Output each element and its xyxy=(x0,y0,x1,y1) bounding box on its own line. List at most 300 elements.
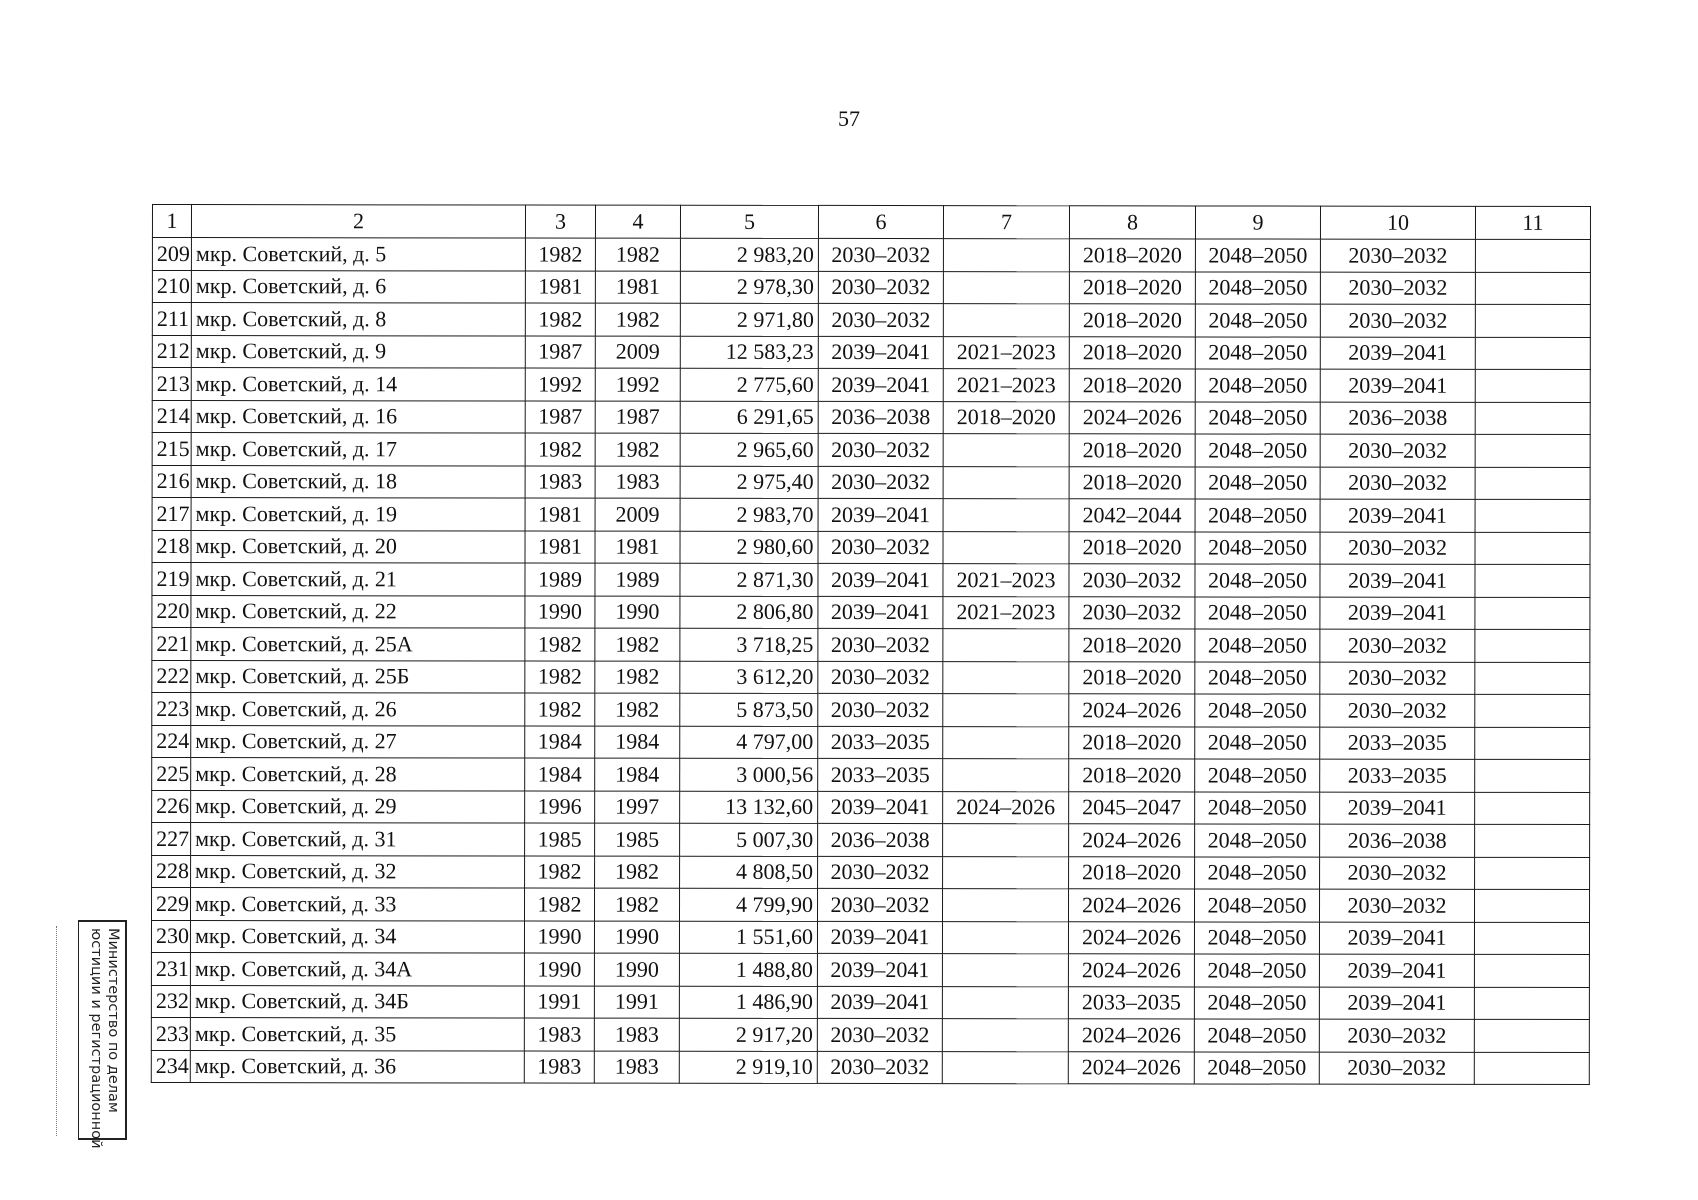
period-8-cell: 2018–2020 xyxy=(1069,856,1195,889)
header-cell-9: 9 xyxy=(1195,206,1320,239)
area-cell: 1 551,60 xyxy=(679,921,817,954)
year-built-cell: 1982 xyxy=(525,693,595,726)
area-cell: 2 917,20 xyxy=(679,1018,817,1051)
stamp-text xyxy=(79,922,125,1149)
period-6-cell: 2039–2041 xyxy=(817,953,942,986)
address-cell: мкр. Советский, д. 9 xyxy=(191,335,525,368)
table-row xyxy=(152,465,1590,500)
period-8-cell: 2018–2020 xyxy=(1069,304,1195,337)
period-7-cell xyxy=(943,271,1069,304)
period-6-cell: 2030–2032 xyxy=(818,433,943,466)
period-10-cell: 2030–2032 xyxy=(1319,889,1474,922)
address-cell: мкр. Советский, д. 16 xyxy=(191,400,525,433)
row-number-cell: 234 xyxy=(151,1050,190,1083)
year-built-cell: 1981 xyxy=(525,498,595,531)
year-built-cell: 1983 xyxy=(524,1051,594,1084)
address-cell: мкр. Советский, д. 21 xyxy=(191,563,525,596)
year-commissioned-cell: 1982 xyxy=(595,856,680,889)
period-10-cell: 2039–2041 xyxy=(1320,597,1475,630)
year-built-cell: 1990 xyxy=(525,596,595,629)
period-7-cell xyxy=(942,986,1068,1019)
address-cell: мкр. Советский, д. 19 xyxy=(191,498,525,531)
area-cell: 2 806,80 xyxy=(680,596,818,629)
column-11-cell xyxy=(1474,987,1589,1020)
area-cell: 2 871,30 xyxy=(680,563,818,596)
column-11-cell xyxy=(1474,954,1589,987)
area-cell: 1 486,90 xyxy=(679,986,817,1019)
year-built-cell: 1981 xyxy=(525,271,595,304)
period-7-cell: 2021–2023 xyxy=(943,564,1069,597)
table-row xyxy=(152,660,1590,695)
period-10-cell: 2030–2032 xyxy=(1320,857,1475,890)
area-cell: 6 291,65 xyxy=(680,401,818,434)
period-9-cell: 2048–2050 xyxy=(1194,889,1319,922)
table-row xyxy=(152,498,1590,533)
period-9-cell: 2048–2050 xyxy=(1195,239,1320,272)
address-cell: мкр. Советский, д. 29 xyxy=(191,790,525,823)
column-11-cell xyxy=(1475,792,1590,825)
period-9-cell: 2048–2050 xyxy=(1194,986,1319,1019)
period-7-cell: 2024–2026 xyxy=(943,791,1069,824)
column-11-cell xyxy=(1474,889,1589,922)
row-number-cell: 228 xyxy=(152,855,191,888)
area-cell: 4 797,00 xyxy=(680,726,818,759)
period-7-cell xyxy=(943,239,1069,272)
year-built-cell: 1982 xyxy=(525,238,595,271)
address-cell: мкр. Советский, д. 25Б xyxy=(191,660,525,693)
period-8-cell: 2018–2020 xyxy=(1069,466,1195,499)
period-6-cell: 2039–2041 xyxy=(817,986,942,1019)
header-cell-4: 4 xyxy=(595,205,680,238)
year-commissioned-cell: 1983 xyxy=(595,466,680,499)
period-9-cell: 2048–2050 xyxy=(1195,791,1320,824)
stamp-dotted-line xyxy=(56,926,61,1136)
column-11-cell xyxy=(1474,1019,1589,1052)
row-number-cell: 226 xyxy=(152,790,191,823)
period-9-cell: 2048–2050 xyxy=(1195,661,1320,694)
address-cell: мкр. Советский, д. 35 xyxy=(190,1018,524,1051)
period-6-cell: 2030–2032 xyxy=(818,628,943,661)
period-10-cell: 2039–2041 xyxy=(1320,337,1475,370)
table-row xyxy=(152,368,1590,403)
area-cell: 2 965,60 xyxy=(680,433,818,466)
stamp-line-2: юстиции и регистрационной xyxy=(88,928,104,1149)
address-cell: мкр. Советский, д. 36 xyxy=(190,1050,524,1083)
period-10-cell: 2030–2032 xyxy=(1320,434,1475,467)
column-11-cell xyxy=(1474,1052,1589,1085)
area-cell: 13 132,60 xyxy=(680,791,818,824)
area-cell: 2 775,60 xyxy=(680,368,818,401)
column-11-cell xyxy=(1475,434,1590,467)
table-header-row xyxy=(152,205,1590,240)
row-number-cell: 215 xyxy=(152,433,191,466)
period-8-cell: 2018–2020 xyxy=(1069,239,1195,272)
address-cell: мкр. Советский, д. 17 xyxy=(191,433,525,466)
period-9-cell: 2048–2050 xyxy=(1195,564,1320,597)
schedule-table xyxy=(151,204,1591,1085)
row-number-cell: 214 xyxy=(152,400,191,433)
period-9-cell: 2048–2050 xyxy=(1195,856,1320,889)
column-11-cell xyxy=(1474,922,1589,955)
year-built-cell: 1982 xyxy=(525,628,595,661)
period-6-cell: 2030–2032 xyxy=(817,1018,942,1051)
address-cell: мкр. Советский, д. 34Б xyxy=(190,985,524,1018)
column-11-cell xyxy=(1475,402,1590,435)
period-10-cell: 2030–2032 xyxy=(1320,694,1475,727)
period-8-cell: 2018–2020 xyxy=(1069,531,1195,564)
header-cell-5: 5 xyxy=(680,205,818,238)
period-8-cell: 2018–2020 xyxy=(1069,726,1195,759)
period-8-cell: 2018–2020 xyxy=(1069,271,1195,304)
table-row xyxy=(152,823,1590,858)
period-6-cell: 2030–2032 xyxy=(818,856,943,889)
period-9-cell: 2048–2050 xyxy=(1195,629,1320,662)
year-commissioned-cell: 1982 xyxy=(595,303,680,336)
row-number-cell: 231 xyxy=(151,952,190,985)
year-commissioned-cell: 1985 xyxy=(595,823,680,856)
period-7-cell xyxy=(943,759,1069,792)
registration-stamp xyxy=(78,920,127,1149)
period-10-cell: 2039–2041 xyxy=(1320,369,1475,402)
period-8-cell: 2024–2026 xyxy=(1068,1019,1194,1052)
period-6-cell: 2030–2032 xyxy=(818,661,943,694)
year-built-cell: 1982 xyxy=(524,888,594,921)
area-cell: 2 919,10 xyxy=(679,1051,817,1084)
year-built-cell: 1989 xyxy=(525,563,595,596)
period-6-cell: 2039–2041 xyxy=(818,368,943,401)
table-row xyxy=(152,628,1590,663)
year-commissioned-cell: 1990 xyxy=(594,953,679,986)
stamp-line-1: Министерство по делам xyxy=(105,928,121,1113)
period-6-cell: 2033–2035 xyxy=(818,758,943,791)
row-number-cell: 222 xyxy=(152,660,191,693)
period-7-cell xyxy=(943,726,1069,759)
address-cell: мкр. Советский, д. 34А xyxy=(190,953,524,986)
area-cell: 5 007,30 xyxy=(680,823,818,856)
table-row xyxy=(152,758,1590,793)
period-6-cell: 2033–2035 xyxy=(818,726,943,759)
period-7-cell xyxy=(942,954,1068,987)
year-commissioned-cell: 1982 xyxy=(595,238,680,271)
year-built-cell: 1981 xyxy=(525,531,595,564)
period-6-cell: 2036–2038 xyxy=(818,401,943,434)
period-10-cell: 2039–2041 xyxy=(1320,792,1475,825)
area-cell: 2 975,40 xyxy=(680,466,818,499)
period-7-cell xyxy=(943,824,1069,857)
period-7-cell: 2021–2023 xyxy=(943,596,1069,629)
year-built-cell: 1992 xyxy=(525,368,595,401)
period-7-cell xyxy=(942,1019,1068,1052)
year-commissioned-cell: 1981 xyxy=(595,271,680,304)
row-number-cell: 229 xyxy=(152,888,191,921)
period-9-cell: 2048–2050 xyxy=(1194,1019,1319,1052)
row-number-cell: 227 xyxy=(152,823,191,856)
area-cell: 2 983,70 xyxy=(680,498,818,531)
column-11-cell xyxy=(1475,857,1590,890)
address-cell: мкр. Советский, д. 8 xyxy=(191,303,525,336)
period-6-cell: 2030–2032 xyxy=(818,693,943,726)
column-11-cell xyxy=(1475,304,1590,337)
year-commissioned-cell: 2009 xyxy=(595,498,680,531)
period-8-cell: 2018–2020 xyxy=(1069,661,1195,694)
period-8-cell: 2024–2026 xyxy=(1068,889,1194,922)
period-8-cell: 2018–2020 xyxy=(1069,629,1195,662)
period-10-cell: 2036–2038 xyxy=(1320,402,1475,435)
area-cell: 1 488,80 xyxy=(679,953,817,986)
period-10-cell: 2030–2032 xyxy=(1320,662,1475,695)
period-10-cell: 2039–2041 xyxy=(1320,499,1475,532)
period-6-cell: 2030–2032 xyxy=(818,238,943,271)
period-6-cell: 2039–2041 xyxy=(817,921,942,954)
table-row xyxy=(151,952,1589,987)
period-9-cell: 2048–2050 xyxy=(1195,726,1320,759)
address-cell: мкр. Советский, д. 6 xyxy=(191,270,525,303)
period-9-cell: 2048–2050 xyxy=(1195,596,1320,629)
table-row xyxy=(152,303,1590,338)
column-11-cell xyxy=(1475,759,1590,792)
year-built-cell: 1987 xyxy=(525,401,595,434)
period-9-cell: 2048–2050 xyxy=(1195,401,1320,434)
table-row xyxy=(152,400,1590,435)
period-10-cell: 2039–2041 xyxy=(1319,922,1474,955)
period-8-cell: 2018–2020 xyxy=(1069,759,1195,792)
period-7-cell xyxy=(942,1051,1068,1084)
period-6-cell: 2039–2041 xyxy=(818,563,943,596)
address-cell: мкр. Советский, д. 34 xyxy=(190,920,524,953)
column-11-cell xyxy=(1475,369,1590,402)
table-row xyxy=(152,270,1590,305)
header-cell-2: 2 xyxy=(191,205,525,238)
period-10-cell: 2030–2032 xyxy=(1320,239,1475,272)
year-commissioned-cell: 1990 xyxy=(594,921,679,954)
period-10-cell: 2039–2041 xyxy=(1319,987,1474,1020)
year-commissioned-cell: 1982 xyxy=(594,888,679,921)
column-11-cell xyxy=(1475,629,1590,662)
column-11-cell xyxy=(1475,337,1590,370)
year-commissioned-cell: 1991 xyxy=(594,986,679,1019)
year-commissioned-cell: 1982 xyxy=(595,628,680,661)
period-8-cell: 2024–2026 xyxy=(1069,694,1195,727)
period-8-cell: 2018–2020 xyxy=(1069,336,1195,369)
year-built-cell: 1990 xyxy=(524,921,594,954)
period-7-cell xyxy=(943,694,1069,727)
year-built-cell: 1982 xyxy=(525,661,595,694)
year-commissioned-cell: 1982 xyxy=(595,433,680,466)
period-9-cell: 2048–2050 xyxy=(1195,824,1320,857)
address-cell: мкр. Советский, д. 26 xyxy=(191,693,525,726)
period-10-cell: 2036–2038 xyxy=(1320,824,1475,857)
period-10-cell: 2033–2035 xyxy=(1320,759,1475,792)
period-8-cell: 2033–2035 xyxy=(1068,986,1194,1019)
year-commissioned-cell: 1981 xyxy=(595,531,680,564)
period-10-cell: 2030–2032 xyxy=(1320,532,1475,565)
year-built-cell: 1984 xyxy=(525,758,595,791)
year-commissioned-cell: 1984 xyxy=(595,726,680,759)
period-6-cell: 2030–2032 xyxy=(817,1051,942,1084)
period-9-cell: 2048–2050 xyxy=(1195,434,1320,467)
area-cell: 2 971,80 xyxy=(680,303,818,336)
period-9-cell: 2048–2050 xyxy=(1194,954,1319,987)
address-cell: мкр. Советский, д. 18 xyxy=(191,465,525,498)
row-number-cell: 232 xyxy=(151,985,190,1018)
address-cell: мкр. Советский, д. 5 xyxy=(191,238,525,271)
period-7-cell xyxy=(943,856,1069,889)
row-number-cell: 223 xyxy=(152,693,191,726)
column-11-cell xyxy=(1475,694,1590,727)
period-7-cell xyxy=(942,921,1068,954)
period-9-cell: 2048–2050 xyxy=(1194,1051,1319,1084)
period-10-cell: 2030–2032 xyxy=(1319,1019,1474,1052)
period-10-cell: 2030–2032 xyxy=(1320,304,1475,337)
table-row xyxy=(152,855,1590,890)
period-10-cell: 2030–2032 xyxy=(1320,629,1475,662)
year-built-cell: 1984 xyxy=(525,726,595,759)
period-10-cell: 2030–2032 xyxy=(1320,467,1475,500)
page-number: 57 xyxy=(838,106,860,131)
address-cell: мкр. Советский, д. 33 xyxy=(191,888,525,921)
period-9-cell: 2048–2050 xyxy=(1195,466,1320,499)
row-number-cell: 230 xyxy=(151,920,190,953)
period-8-cell: 2024–2026 xyxy=(1069,824,1195,857)
address-cell: мкр. Советский, д. 20 xyxy=(191,530,525,563)
period-7-cell: 2021–2023 xyxy=(943,336,1069,369)
period-7-cell xyxy=(943,466,1069,499)
year-commissioned-cell: 1987 xyxy=(595,401,680,434)
period-7-cell xyxy=(943,434,1069,467)
period-7-cell xyxy=(943,499,1069,532)
year-built-cell: 1983 xyxy=(525,466,595,499)
period-9-cell: 2048–2050 xyxy=(1195,369,1320,402)
period-7-cell xyxy=(943,629,1069,662)
address-cell: мкр. Советский, д. 25А xyxy=(191,628,525,661)
year-built-cell: 1991 xyxy=(524,986,594,1019)
year-built-cell: 1982 xyxy=(525,303,595,336)
period-7-cell xyxy=(942,889,1068,922)
year-commissioned-cell: 1983 xyxy=(594,1051,679,1084)
area-cell: 12 583,23 xyxy=(680,336,818,369)
row-number-cell: 217 xyxy=(152,498,191,531)
period-6-cell: 2039–2041 xyxy=(818,498,943,531)
year-commissioned-cell: 2009 xyxy=(595,336,680,369)
period-8-cell: 2042–2044 xyxy=(1069,499,1195,532)
area-cell: 4 799,90 xyxy=(679,888,817,921)
address-cell: мкр. Советский, д. 27 xyxy=(191,725,525,758)
header-cell-6: 6 xyxy=(818,205,943,238)
year-built-cell: 1985 xyxy=(525,823,595,856)
year-commissioned-cell: 1990 xyxy=(595,596,680,629)
period-9-cell: 2048–2050 xyxy=(1195,304,1320,337)
row-number-cell: 211 xyxy=(152,303,191,336)
address-cell: мкр. Советский, д. 22 xyxy=(191,595,525,628)
column-11-cell xyxy=(1475,564,1590,597)
period-8-cell: 2018–2020 xyxy=(1069,434,1195,467)
period-8-cell: 2024–2026 xyxy=(1068,954,1194,987)
year-commissioned-cell: 1997 xyxy=(595,791,680,824)
area-cell: 3 718,25 xyxy=(680,628,818,661)
header-cell-1: 1 xyxy=(152,205,191,238)
period-6-cell: 2039–2041 xyxy=(818,791,943,824)
period-7-cell xyxy=(943,531,1069,564)
address-cell: мкр. Советский, д. 31 xyxy=(191,823,525,856)
year-built-cell: 1990 xyxy=(524,953,594,986)
row-number-cell: 219 xyxy=(152,563,191,596)
period-8-cell: 2024–2026 xyxy=(1068,921,1194,954)
area-cell: 3 612,20 xyxy=(680,661,818,694)
period-6-cell: 2030–2032 xyxy=(818,303,943,336)
period-8-cell: 2024–2026 xyxy=(1068,1051,1194,1084)
area-cell: 2 980,60 xyxy=(680,531,818,564)
address-cell: мкр. Советский, д. 28 xyxy=(191,758,525,791)
period-10-cell: 2030–2032 xyxy=(1320,272,1475,305)
column-11-cell xyxy=(1475,467,1590,500)
period-7-cell xyxy=(943,304,1069,337)
table-row xyxy=(152,433,1590,468)
column-11-cell xyxy=(1475,597,1590,630)
area-cell: 2 983,20 xyxy=(680,238,818,271)
column-11-cell xyxy=(1475,272,1590,305)
column-11-cell xyxy=(1475,239,1590,272)
table-body xyxy=(151,238,1590,1085)
table-row xyxy=(152,725,1590,760)
year-commissioned-cell: 1983 xyxy=(594,1018,679,1051)
address-cell: мкр. Советский, д. 14 xyxy=(191,368,525,401)
header-cell-11: 11 xyxy=(1475,206,1590,239)
header-cell-3: 3 xyxy=(525,205,595,238)
row-number-cell: 220 xyxy=(152,595,191,628)
table-row xyxy=(152,335,1590,370)
period-9-cell: 2048–2050 xyxy=(1195,499,1320,532)
year-commissioned-cell: 1982 xyxy=(595,693,680,726)
table-row xyxy=(152,790,1590,825)
header-cell-8: 8 xyxy=(1069,206,1195,239)
year-built-cell: 1996 xyxy=(525,791,595,824)
period-6-cell: 2039–2041 xyxy=(818,596,943,629)
period-6-cell: 2030–2032 xyxy=(818,531,943,564)
area-cell: 2 978,30 xyxy=(680,271,818,304)
period-8-cell: 2030–2032 xyxy=(1069,596,1195,629)
period-8-cell: 2024–2026 xyxy=(1069,401,1195,434)
period-6-cell: 2036–2038 xyxy=(818,823,943,856)
year-commissioned-cell: 1984 xyxy=(595,758,680,791)
table-row xyxy=(152,530,1590,565)
area-cell: 5 873,50 xyxy=(680,693,818,726)
period-6-cell: 2039–2041 xyxy=(818,336,943,369)
table-row xyxy=(152,563,1590,598)
row-number-cell: 209 xyxy=(152,238,191,271)
table-row xyxy=(152,693,1590,728)
period-9-cell: 2048–2050 xyxy=(1195,531,1320,564)
period-7-cell: 2021–2023 xyxy=(943,369,1069,402)
table-row xyxy=(151,1050,1589,1085)
period-8-cell: 2045–2047 xyxy=(1069,791,1195,824)
area-cell: 3 000,56 xyxy=(680,758,818,791)
row-number-cell: 216 xyxy=(152,465,191,498)
year-commissioned-cell: 1992 xyxy=(595,368,680,401)
period-7-cell xyxy=(943,661,1069,694)
column-11-cell xyxy=(1475,824,1590,857)
year-built-cell: 1982 xyxy=(525,433,595,466)
period-9-cell: 2048–2050 xyxy=(1195,271,1320,304)
period-8-cell: 2018–2020 xyxy=(1069,369,1195,402)
table-row xyxy=(151,985,1589,1020)
period-10-cell: 2030–2032 xyxy=(1319,1052,1474,1085)
address-cell: мкр. Советский, д. 32 xyxy=(191,855,525,888)
period-10-cell: 2039–2041 xyxy=(1320,564,1475,597)
period-6-cell: 2030–2032 xyxy=(817,888,942,921)
table-row xyxy=(152,595,1590,630)
period-9-cell: 2048–2050 xyxy=(1194,921,1319,954)
period-7-cell: 2018–2020 xyxy=(943,401,1069,434)
